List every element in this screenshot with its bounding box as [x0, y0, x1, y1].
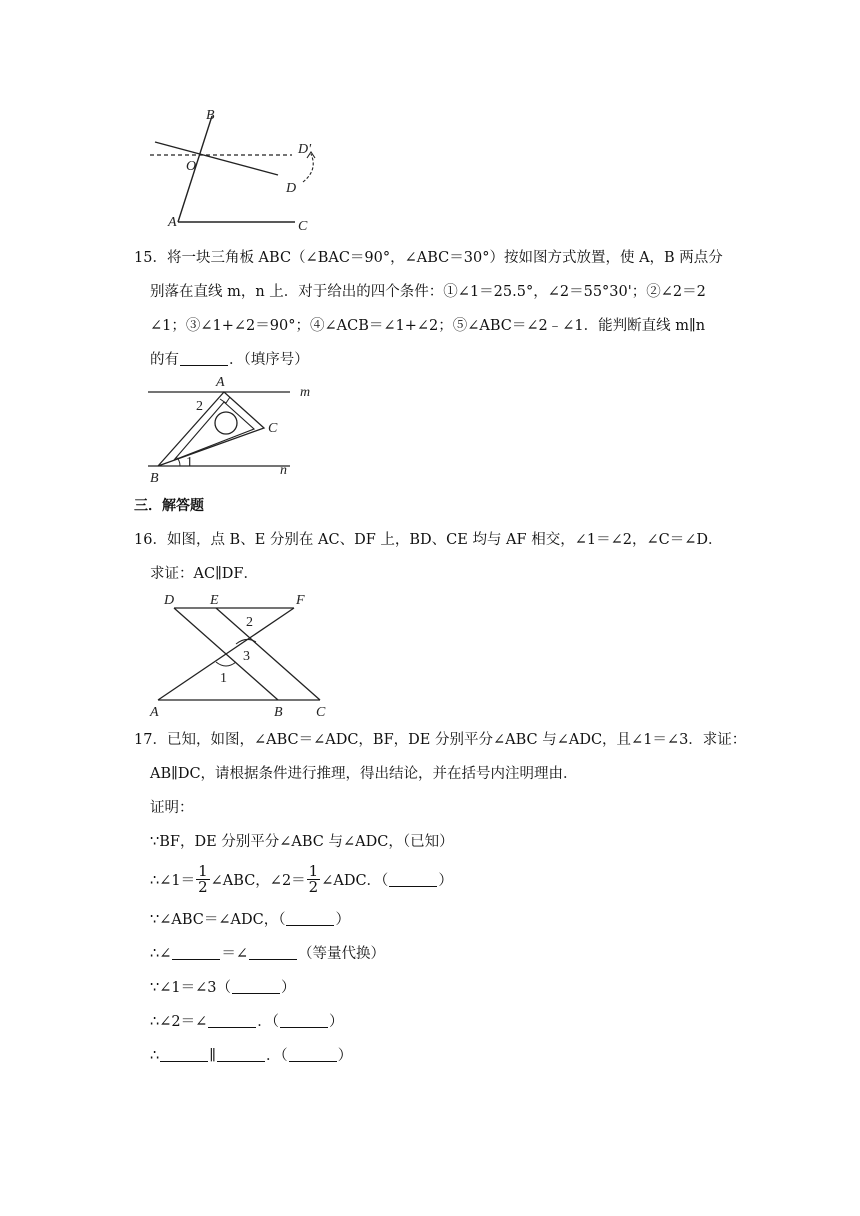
- label-B: B: [150, 471, 159, 486]
- section-heading: 三．解答题: [134, 498, 204, 514]
- proof-step-1: ∵BF，DE 分别平分∠ABC 与∠ADC，（已知）: [150, 834, 454, 850]
- fraction-denominator: 2: [198, 878, 208, 896]
- angle-2-label: 2: [196, 399, 203, 414]
- step3-part-a: ∵∠ABC＝∠ADC，（: [150, 912, 286, 928]
- q16-line-1: 16．如图，点 B、E 分别在 AC、DF 上，BD、CE 均与 AF 相交，∠1＝∠2，∠C＝∠D．: [134, 532, 723, 548]
- fraction-numerator: 1: [308, 862, 319, 880]
- label-m: m: [300, 385, 311, 400]
- angle-blank-1[interactable]: [172, 945, 220, 960]
- q15-line-1: 15．将一块三角板 ABC（∠BAC＝90°，∠ABC＝30°）按如图方式放置，使 A，B 两点分: [134, 250, 723, 266]
- step6-part-a: ∴∠2＝∠: [150, 1014, 208, 1030]
- step7-part-b: ∥: [209, 1048, 216, 1064]
- step3-part-b: ）: [335, 912, 350, 928]
- q15-line-3: ∠1；③∠1+∠2＝90°；④∠ACB＝∠1+∠2；⑤∠ABC＝∠2﹣∠1．能判断直线 m∥n: [150, 318, 706, 334]
- step5-part-a: ∵∠1＝∠3（: [150, 980, 231, 996]
- angle-1-label: 1: [186, 455, 193, 470]
- step2-part-a: ∴∠1＝: [150, 873, 196, 889]
- label-C: C: [316, 705, 326, 720]
- label-B: B: [206, 108, 215, 123]
- label-D: D: [286, 181, 297, 196]
- angle-blank-2[interactable]: [249, 945, 297, 960]
- q15-line-4: [150, 350, 309, 370]
- q17-line-1: 17．已知，如图，∠ABC＝∠ADC，BF，DE 分别平分∠ABC 与∠ADC，且∠1＝∠3．求证：: [134, 732, 747, 748]
- q17-line-2: AB∥DC，请根据条件进行推理，得出结论，并在括号内注明理由．: [150, 766, 578, 782]
- triangle-ruler-figure: [140, 372, 310, 484]
- reason-blank-3[interactable]: [232, 979, 280, 994]
- step2-part-c: ∠ADC．（: [321, 873, 389, 889]
- proof-step-3: [150, 910, 350, 930]
- angle-1-label: 1: [220, 671, 227, 686]
- step4-part-c: （等量代换）: [298, 946, 386, 962]
- step2-part-d: ）: [438, 873, 453, 889]
- q15-prefix: 的有: [150, 352, 179, 368]
- q15-answer-blank[interactable]: [180, 351, 228, 366]
- fraction-half: [196, 864, 210, 895]
- step7-part-d: ）: [337, 1048, 353, 1064]
- rotation-figure: [140, 100, 330, 240]
- reason-blank-5[interactable]: [289, 1047, 337, 1062]
- label-C: C: [268, 421, 278, 436]
- label-n: n: [280, 463, 287, 478]
- step7-part-c: ．（: [265, 1048, 288, 1064]
- q15-suffix: ．（填序号）: [229, 352, 309, 368]
- angle-blank-3[interactable]: [208, 1013, 256, 1028]
- label-C: C: [298, 219, 308, 234]
- proof-step-6: [150, 1012, 344, 1032]
- step4-part-a: ∴∠: [150, 946, 172, 962]
- step5-part-b: ）: [280, 980, 296, 996]
- q16-line-2: 求证：AC∥DF．: [150, 566, 258, 582]
- reason-blank-1[interactable]: [389, 872, 437, 887]
- line-blank-2[interactable]: [217, 1047, 265, 1062]
- step2-part-b: ∠ABC，∠2＝: [210, 873, 306, 889]
- reason-blank-2[interactable]: [286, 911, 334, 926]
- fraction-half: [307, 864, 321, 895]
- q15-line-2: 别落在直线 m，n 上．对于给出的四个条件：①∠1＝25.5°，∠2＝55°30'；②∠2＝2: [150, 284, 706, 300]
- fraction-denominator: 2: [308, 878, 319, 896]
- label-B: B: [274, 705, 283, 720]
- label-A: A: [216, 375, 225, 390]
- step6-part-c: ）: [329, 1014, 344, 1030]
- label-E: E: [210, 593, 219, 608]
- step7-part-a: ∴: [150, 1048, 160, 1064]
- angle-2-label: 2: [246, 615, 253, 630]
- proof-step-4: [150, 944, 385, 964]
- label-O: O: [186, 159, 197, 174]
- label-A: A: [168, 215, 177, 230]
- parallel-proof-figure: [148, 592, 338, 718]
- step4-part-b: ＝∠: [221, 946, 249, 962]
- line-blank-1[interactable]: [160, 1047, 208, 1062]
- label-A: A: [150, 705, 159, 720]
- proof-step-5: [150, 978, 295, 998]
- label-D: D: [164, 593, 175, 608]
- label-D-prime: D': [298, 142, 312, 157]
- proof-step-2: [150, 864, 453, 895]
- proof-step-7: [150, 1046, 352, 1066]
- fraction-numerator: 1: [198, 862, 208, 880]
- step6-part-b: ．（: [257, 1014, 279, 1030]
- proof-label: 证明：: [150, 800, 194, 816]
- reason-blank-4[interactable]: [280, 1013, 328, 1028]
- angle-3-label: 3: [243, 649, 250, 664]
- label-F: F: [296, 593, 305, 608]
